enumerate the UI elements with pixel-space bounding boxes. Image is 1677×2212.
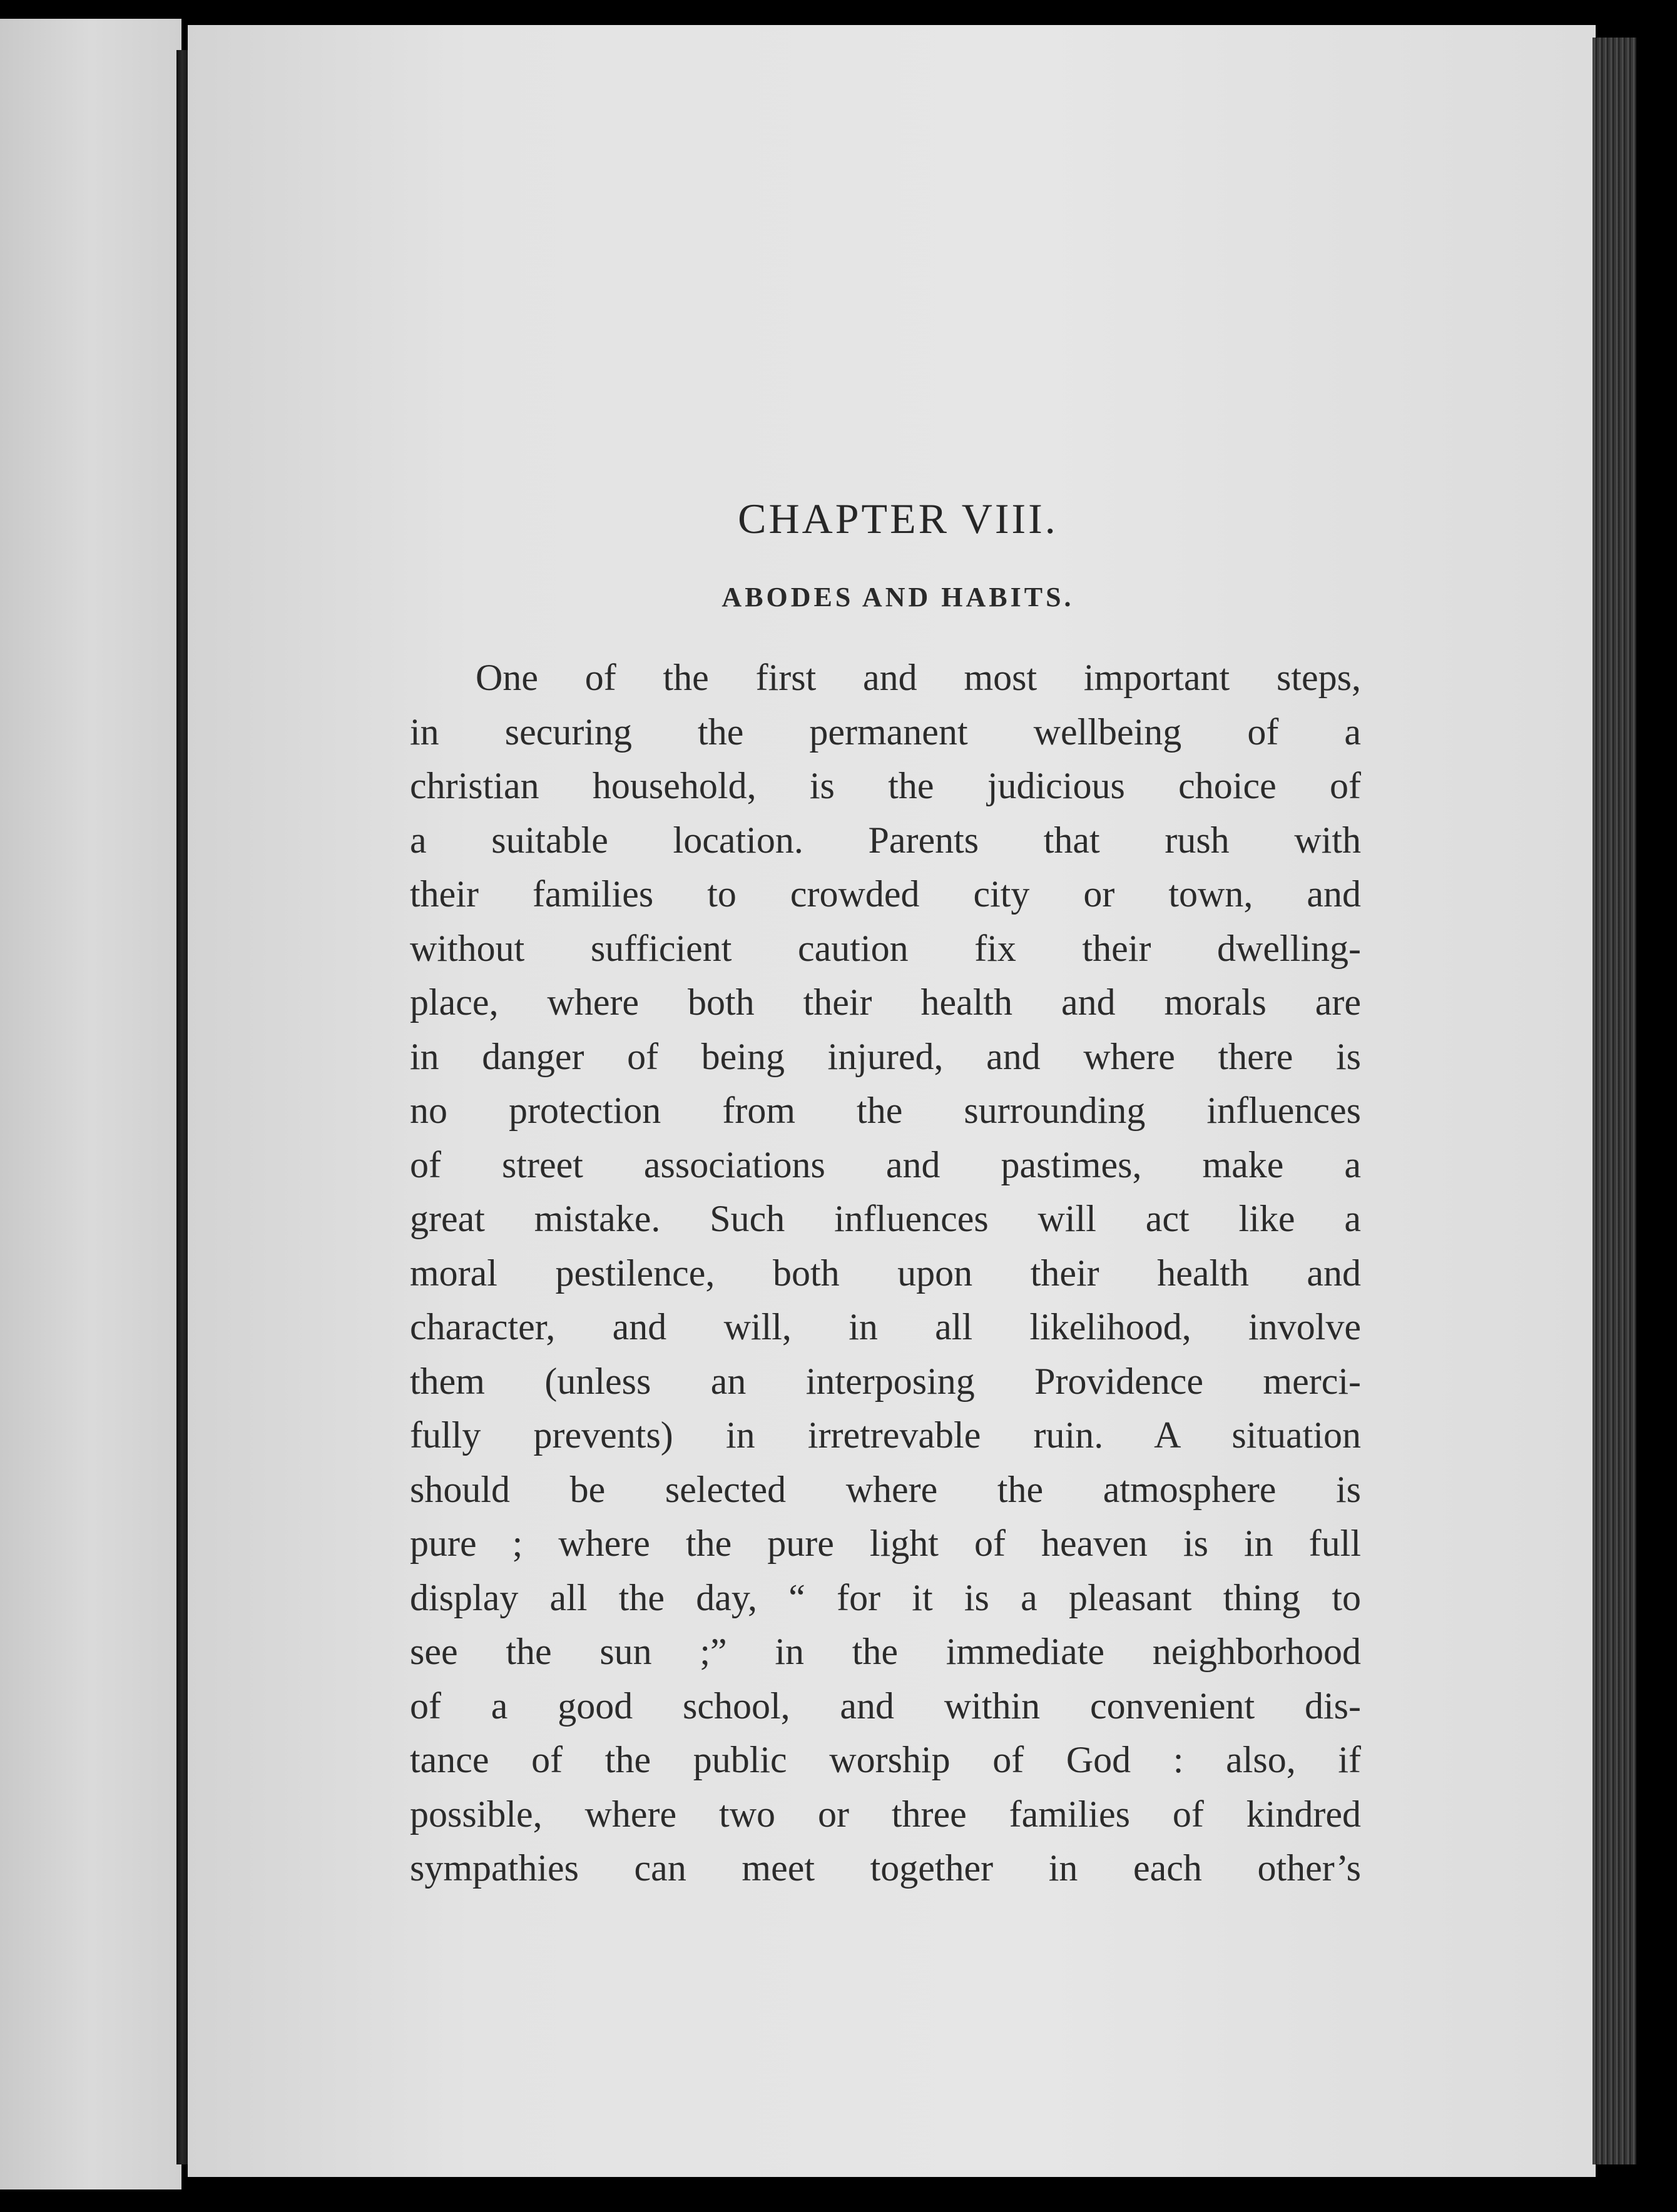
page-edge [1593, 38, 1636, 2164]
body-line: great mistake. Such influences will act like a [410, 1198, 1361, 1239]
body-line: without sufficient caution fix their dwelling- [410, 927, 1361, 969]
body-line: pure ; where the pure light of heaven is in full [410, 1523, 1361, 1564]
body-line: their families to crowded city or town, and [410, 873, 1361, 915]
body-line: see the sun ;” in the immediate neighborhood [410, 1631, 1361, 1672]
body-line: tance of the public worship of God : also, if [410, 1739, 1361, 1780]
body-line: should be selected where the atmosphere is [410, 1468, 1361, 1510]
body-line: them (unless an interposing Providence merci- [410, 1360, 1361, 1402]
section-title: ABODES AND HABITS. [721, 582, 1074, 612]
page-text [410, 494, 1361, 1895]
body-line: fully prevents) in irretrevable ruin. A situation [410, 1414, 1361, 1456]
body-line: in securing the permanent wellbeing of a [410, 711, 1361, 753]
body-line: a suitable location. Parents that rush with [410, 819, 1361, 861]
chapter-title: CHAPTER VIII. [738, 495, 1058, 542]
body-line: place, where both their health and morals are [410, 982, 1361, 1023]
body-line: of a good school, and within convenient dis- [410, 1685, 1361, 1727]
body-line: possible, where two or three families of kindred [410, 1793, 1361, 1835]
body-line: in danger of being injured, and where there is [410, 1035, 1361, 1077]
body-line: christian household, is the judicious choice of [410, 765, 1361, 806]
body-line: character, and will, in all likelihood, involve [410, 1306, 1361, 1347]
body-line: One of the first and most important steps, [476, 657, 1361, 698]
left-page-margin [0, 19, 181, 2189]
body-line: display all the day, “ for it is a pleasant thing to [410, 1576, 1361, 1618]
body-line: sympathies can meet together in each other’s [410, 1847, 1361, 1889]
body-line: of street associations and pastimes, make a [410, 1144, 1361, 1185]
body-paragraph [410, 651, 1361, 1895]
body-line: moral pestilence, both upon their health and [410, 1252, 1361, 1294]
body-line: no protection from the surrounding influences [410, 1090, 1361, 1131]
